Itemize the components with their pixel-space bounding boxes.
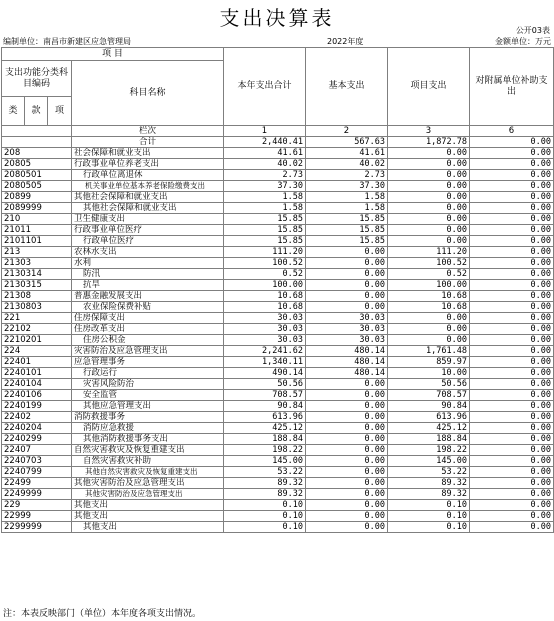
cell-name: 消防救援事务 [72,412,224,423]
cell-total: 198.22 [224,445,306,456]
total-project: 1,872.78 [388,137,470,148]
table-row [2,357,554,368]
cell-total: 30.03 [224,324,306,335]
cell-total: 90.84 [224,401,306,412]
cell-basic: 0.00 [306,489,388,500]
cell-name: 机关事业单位基本养老保险缴费支出 [72,181,224,192]
cell-subsidy: 0.00 [470,269,554,280]
cell-basic: 0.00 [306,445,388,456]
cell-total: 425.12 [224,423,306,434]
cell-total: 50.56 [224,379,306,390]
cell-subsidy: 0.00 [470,247,554,258]
cell-code: 22401 [2,357,72,368]
cell-code: 2210201 [2,335,72,346]
cell-basic: 30.03 [306,313,388,324]
cell-total: 100.00 [224,280,306,291]
cell-total: 490.14 [224,368,306,379]
cell-subsidy: 0.00 [470,170,554,181]
cell-basic: 0.00 [306,434,388,445]
cell-name: 社会保障和就业支出 [72,148,224,159]
cell-name: 农业保险保费补贴 [72,302,224,313]
cell-code: 22999 [2,511,72,522]
cell-code: 213 [2,247,72,258]
cell-project: 111.20 [388,247,470,258]
cell-name: 灾害风险防治 [72,379,224,390]
cell-subsidy: 0.00 [470,401,554,412]
cell-name: 水利 [72,258,224,269]
table-row [2,247,554,258]
cell-name: 其他自然灾害救灾及恢复重建支出 [72,467,224,478]
cell-basic: 15.85 [306,236,388,247]
table-row [2,170,554,181]
cell-subsidy: 0.00 [470,445,554,456]
cell-basic: 0.00 [306,522,388,533]
cell-subsidy: 0.00 [470,357,554,368]
cell-subsidy: 0.00 [470,236,554,247]
table-row [2,203,554,214]
table-row [2,467,554,478]
table-row [2,324,554,335]
header-project: 项目支出 [388,48,470,126]
total-label: 合计 [72,137,224,148]
cell-name: 其他灾害防治及应急管理支出 [72,478,224,489]
cell-project: 0.00 [388,236,470,247]
cell-total: 0.10 [224,500,306,511]
cell-subsidy: 0.00 [470,434,554,445]
cell-project: 145.00 [388,456,470,467]
table-row [2,313,554,324]
cell-code: 21303 [2,258,72,269]
table-row [2,335,554,346]
cell-basic: 0.00 [306,423,388,434]
cell-total: 15.85 [224,225,306,236]
rank-label: 栏次 [72,126,224,137]
cell-code: 229 [2,500,72,511]
table-code: 公开03表 [515,26,550,35]
table-row [2,390,554,401]
table-info-row [3,36,551,47]
cell-subsidy: 0.00 [470,148,554,159]
cell-project: 613.96 [388,412,470,423]
cell-subsidy: 0.00 [470,302,554,313]
cell-project: 0.00 [388,203,470,214]
cell-subsidy: 0.00 [470,489,554,500]
cell-project: 0.10 [388,522,470,533]
cell-total: 40.02 [224,159,306,170]
cell-subsidy: 0.00 [470,511,554,522]
cell-basic: 30.03 [306,335,388,346]
cell-total: 0.10 [224,522,306,533]
cell-subsidy: 0.00 [470,467,554,478]
cell-code: 22407 [2,445,72,456]
col-num-6: 6 [470,126,554,137]
cell-code: 20899 [2,192,72,203]
cell-code: 2101101 [2,236,72,247]
total-subsidy: 0.00 [470,137,554,148]
cell-total: 1.58 [224,203,306,214]
cell-subsidy: 0.00 [470,379,554,390]
table-row [2,269,554,280]
cell-basic: 0.00 [306,247,388,258]
cell-code: 2080505 [2,181,72,192]
cell-name: 其他支出 [72,511,224,522]
cell-project: 0.00 [388,214,470,225]
cell-basic: 0.00 [306,511,388,522]
rank-row [2,126,554,137]
cell-name: 普惠金融发展支出 [72,291,224,302]
table-row [2,401,554,412]
org-label: 编制单位：南昌市新建区应急管理局 [3,37,131,46]
table-row [2,148,554,159]
cell-total: 0.10 [224,511,306,522]
cell-subsidy: 0.00 [470,280,554,291]
cell-name: 住房保障支出 [72,313,224,324]
cell-project: 0.00 [388,313,470,324]
table-row [2,379,554,390]
cell-name: 消防应急救援 [72,423,224,434]
cell-total: 37.30 [224,181,306,192]
page-title: 支出决算表 [219,6,335,30]
table-row [2,346,554,357]
cell-project: 0.00 [388,192,470,203]
table-row [2,478,554,489]
table-row [2,291,554,302]
table-row [2,445,554,456]
cell-basic: 0.00 [306,456,388,467]
col-num-3: 3 [388,126,470,137]
cell-code: 210 [2,214,72,225]
cell-total: 30.03 [224,313,306,324]
cell-name: 其他社会保障和就业支出 [72,192,224,203]
cell-code: 2249999 [2,489,72,500]
cell-code: 21308 [2,291,72,302]
cell-basic: 0.00 [306,401,388,412]
cell-total: 89.32 [224,489,306,500]
cell-name: 农林水支出 [72,247,224,258]
cell-name: 其他应急管理支出 [72,401,224,412]
cell-basic: 480.14 [306,346,388,357]
cell-code: 2240299 [2,434,72,445]
cell-name: 其他社会保障和就业支出 [72,203,224,214]
cell-project: 0.00 [388,148,470,159]
cell-code: 22499 [2,478,72,489]
cell-basic: 0.00 [306,280,388,291]
cell-total: 1.58 [224,192,306,203]
unit-label: 金额单位：万元 [495,37,551,46]
cell-project: 198.22 [388,445,470,456]
total-row [2,137,554,148]
cell-project: 0.00 [388,225,470,236]
cell-basic: 2.73 [306,170,388,181]
table-row [2,423,554,434]
cell-basic: 0.00 [306,467,388,478]
cell-project: 425.12 [388,423,470,434]
cell-name: 行政单位离退休 [72,170,224,181]
cell-name: 其他灾害防治及应急管理支出 [72,489,224,500]
cell-subsidy: 0.00 [470,324,554,335]
col-num-1: 1 [224,126,306,137]
table-row [2,280,554,291]
cell-total: 0.52 [224,269,306,280]
expenditure-table [1,47,554,533]
cell-name: 抗旱 [72,280,224,291]
cell-total: 100.52 [224,258,306,269]
cell-code: 221 [2,313,72,324]
cell-name: 住房改革支出 [72,324,224,335]
cell-name: 自然灾害救灾及恢复重建支出 [72,445,224,456]
cell-code: 224 [2,346,72,357]
header-kind: 类 [2,97,25,126]
cell-total: 2,241.62 [224,346,306,357]
cell-total: 1,340.11 [224,357,306,368]
table-row [2,214,554,225]
cell-subsidy: 0.00 [470,390,554,401]
cell-project: 188.84 [388,434,470,445]
cell-basic: 1.58 [306,192,388,203]
table-row [2,258,554,269]
cell-name: 行政运行 [72,368,224,379]
cell-subsidy: 0.00 [470,258,554,269]
cell-basic: 0.00 [306,302,388,313]
cell-subsidy: 0.00 [470,368,554,379]
cell-project: 10.68 [388,302,470,313]
cell-subsidy: 0.00 [470,159,554,170]
cell-subsidy: 0.00 [470,313,554,324]
header-item: 项 目 [2,48,224,61]
cell-subsidy: 0.00 [470,412,554,423]
total-basic: 567.63 [306,137,388,148]
cell-subsidy: 0.00 [470,478,554,489]
cell-code: 2240204 [2,423,72,434]
cell-total: 30.03 [224,335,306,346]
cell-project: 0.00 [388,335,470,346]
cell-subsidy: 0.00 [470,335,554,346]
cell-project: 0.10 [388,500,470,511]
table-row [2,181,554,192]
header-code-label: 支出功能分类科目编码 [2,61,72,97]
cell-basic: 30.03 [306,324,388,335]
cell-code: 2299999 [2,522,72,533]
cell-basic: 0.00 [306,478,388,489]
cell-name: 住房公积金 [72,335,224,346]
cell-total: 613.96 [224,412,306,423]
cell-code: 2080501 [2,170,72,181]
cell-code: 2240199 [2,401,72,412]
cell-project: 89.32 [388,478,470,489]
cell-project: 859.97 [388,357,470,368]
cell-basic: 15.85 [306,214,388,225]
cell-project: 0.10 [388,511,470,522]
cell-total: 15.85 [224,214,306,225]
cell-total: 708.57 [224,390,306,401]
table-row [2,236,554,247]
cell-code: 2130314 [2,269,72,280]
cell-code: 22402 [2,412,72,423]
cell-subsidy: 0.00 [470,181,554,192]
cell-subsidy: 0.00 [470,522,554,533]
cell-basic: 37.30 [306,181,388,192]
cell-subsidy: 0.00 [470,456,554,467]
cell-total: 89.32 [224,478,306,489]
cell-name: 灾害防治及应急管理支出 [72,346,224,357]
cell-total: 188.84 [224,434,306,445]
cell-project: 90.84 [388,401,470,412]
header-section: 款 [25,97,48,126]
cell-code: 2089999 [2,203,72,214]
cell-name: 其他支出 [72,500,224,511]
cell-code: 20805 [2,159,72,170]
cell-code: 21011 [2,225,72,236]
cell-subsidy: 0.00 [470,192,554,203]
header-subsidy: 对附属单位补助支出 [470,48,554,126]
cell-name: 卫生健康支出 [72,214,224,225]
cell-name: 行政事业单位医疗 [72,225,224,236]
cell-project: 0.00 [388,181,470,192]
table-row [2,302,554,313]
cell-code: 22102 [2,324,72,335]
cell-total: 15.85 [224,236,306,247]
cell-project: 0.00 [388,170,470,181]
cell-subsidy: 0.00 [470,225,554,236]
cell-project: 1,761.48 [388,346,470,357]
cell-project: 0.00 [388,159,470,170]
table-row [2,434,554,445]
cell-basic: 40.02 [306,159,388,170]
header-basic: 基本支出 [306,48,388,126]
cell-project: 0.00 [388,324,470,335]
cell-total: 53.22 [224,467,306,478]
cell-basic: 0.00 [306,500,388,511]
cell-project: 10.68 [388,291,470,302]
cell-basic: 480.14 [306,368,388,379]
cell-basic: 0.00 [306,379,388,390]
cell-code: 2130803 [2,302,72,313]
cell-basic: 1.58 [306,203,388,214]
header-name-label: 科目名称 [72,61,224,126]
cell-name: 安全监管 [72,390,224,401]
cell-total: 41.61 [224,148,306,159]
table-row [2,456,554,467]
cell-basic: 0.00 [306,258,388,269]
cell-total: 145.00 [224,456,306,467]
table-row [2,489,554,500]
cell-code: 2130315 [2,280,72,291]
cell-project: 10.00 [388,368,470,379]
cell-subsidy: 0.00 [470,214,554,225]
cell-project: 100.52 [388,258,470,269]
cell-project: 50.56 [388,379,470,390]
cell-total: 2.73 [224,170,306,181]
year-label: 2022年度 [327,37,364,46]
header-total: 本年支出合计 [224,48,306,126]
cell-basic: 480.14 [306,357,388,368]
table-row [2,412,554,423]
cell-name: 自然灾害救灾补助 [72,456,224,467]
cell-subsidy: 0.00 [470,423,554,434]
footnote: 注：本表反映部门（单位）本年度各项支出情况。 [3,609,202,619]
cell-basic: 0.00 [306,390,388,401]
cell-total: 10.68 [224,302,306,313]
cell-subsidy: 0.00 [470,291,554,302]
cell-project: 89.32 [388,489,470,500]
cell-name: 行政单位医疗 [72,236,224,247]
total-total: 2,440.41 [224,137,306,148]
cell-name: 行政事业单位养老支出 [72,159,224,170]
cell-code: 2240703 [2,456,72,467]
cell-project: 708.57 [388,390,470,401]
table-row [2,368,554,379]
table-row [2,225,554,236]
table-row [2,192,554,203]
cell-name: 防汛 [72,269,224,280]
header-item-col: 项 [48,97,72,126]
col-num-2: 2 [306,126,388,137]
cell-basic: 0.00 [306,412,388,423]
cell-name: 其他支出 [72,522,224,533]
cell-subsidy: 0.00 [470,346,554,357]
cell-total: 10.68 [224,291,306,302]
cell-code: 208 [2,148,72,159]
cell-basic: 15.85 [306,225,388,236]
table-row [2,500,554,511]
cell-name: 应急管理事务 [72,357,224,368]
cell-subsidy: 0.00 [470,500,554,511]
table-row [2,511,554,522]
cell-name: 其他消防救援事务支出 [72,434,224,445]
cell-basic: 0.00 [306,291,388,302]
table-row [2,522,554,533]
cell-basic: 41.61 [306,148,388,159]
cell-code: 2240799 [2,467,72,478]
cell-project: 100.00 [388,280,470,291]
cell-subsidy: 0.00 [470,203,554,214]
table-row [2,159,554,170]
cell-total: 111.20 [224,247,306,258]
cell-project: 53.22 [388,467,470,478]
cell-code: 2240104 [2,379,72,390]
cell-basic: 0.00 [306,269,388,280]
cell-code: 2240101 [2,368,72,379]
cell-project: 0.52 [388,269,470,280]
cell-code: 2240106 [2,390,72,401]
